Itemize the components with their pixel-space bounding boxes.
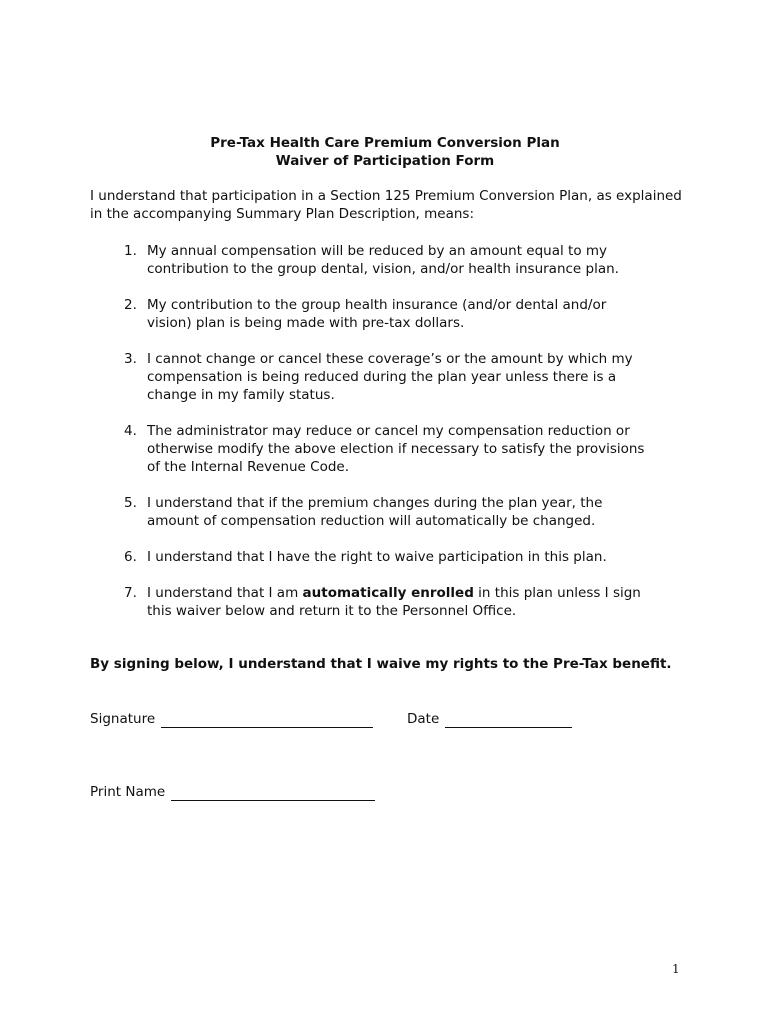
list-item-number: 4. bbox=[124, 423, 137, 439]
signature-label: Signature bbox=[90, 711, 156, 727]
form-subtitle: Waiver of Participation Form bbox=[275, 153, 495, 169]
page-number: 1 bbox=[672, 962, 680, 976]
list-item-text-after: in this plan unless I sign this waiver below and return it to the Personnel Office. bbox=[147, 585, 641, 619]
signature-field bbox=[90, 710, 373, 728]
list-item-number: 1. bbox=[124, 243, 137, 259]
list-item-text: I cannot change or cancel these coverage’s or the amount by which my compensation is being reduced during the plan year unless there is a change in my family status. bbox=[147, 351, 633, 403]
list-item-text-before: I understand that I am bbox=[147, 585, 303, 601]
form-title: Pre-Tax Health Care Premium Conversion Plan bbox=[210, 135, 560, 151]
list-item-text: I understand that I have the right to waive participation in this plan. bbox=[147, 549, 607, 565]
print-name-line[interactable] bbox=[171, 786, 375, 801]
date-line[interactable] bbox=[445, 713, 572, 728]
print-name-field bbox=[90, 783, 375, 801]
date-label: Date bbox=[407, 711, 440, 727]
list-item-text: My annual compensation will be reduced by an amount equal to my contribution to the group dental, vision, and/or health insurance plan. bbox=[147, 243, 619, 277]
date-field bbox=[407, 710, 572, 728]
list-item-text: My contribution to the group health insurance (and/or dental and/or vision) plan is being made with pre-tax dollars. bbox=[147, 297, 607, 331]
automatically-enrolled-emphasis: automatically enrolled bbox=[302, 585, 474, 601]
intro-paragraph: I understand that participation in a Section 125 Premium Conversion Plan, as explained in the accompanying Summary Plan Description, means: bbox=[90, 188, 682, 222]
signature-line[interactable] bbox=[161, 713, 373, 728]
print-name-label: Print Name bbox=[90, 784, 166, 800]
list-item-text bbox=[147, 584, 647, 620]
list-item-number: 3. bbox=[124, 351, 137, 367]
list-item-number: 6. bbox=[124, 549, 137, 565]
list-item-text: I understand that if the premium changes during the plan year, the amount of compensation reduction will automatically be changed. bbox=[147, 495, 603, 529]
list-item-text: The administrator may reduce or cancel my compensation reduction or otherwise modify the above election if necessary to satisfy the provisions of the Internal Revenue Code. bbox=[147, 423, 645, 475]
waiver-statement: By signing below, I understand that I waive my rights to the Pre-Tax benefit. bbox=[90, 656, 672, 672]
list-item-number: 2. bbox=[124, 297, 137, 313]
list-item-number: 7. bbox=[124, 585, 137, 601]
list-item-number: 5. bbox=[124, 495, 137, 511]
